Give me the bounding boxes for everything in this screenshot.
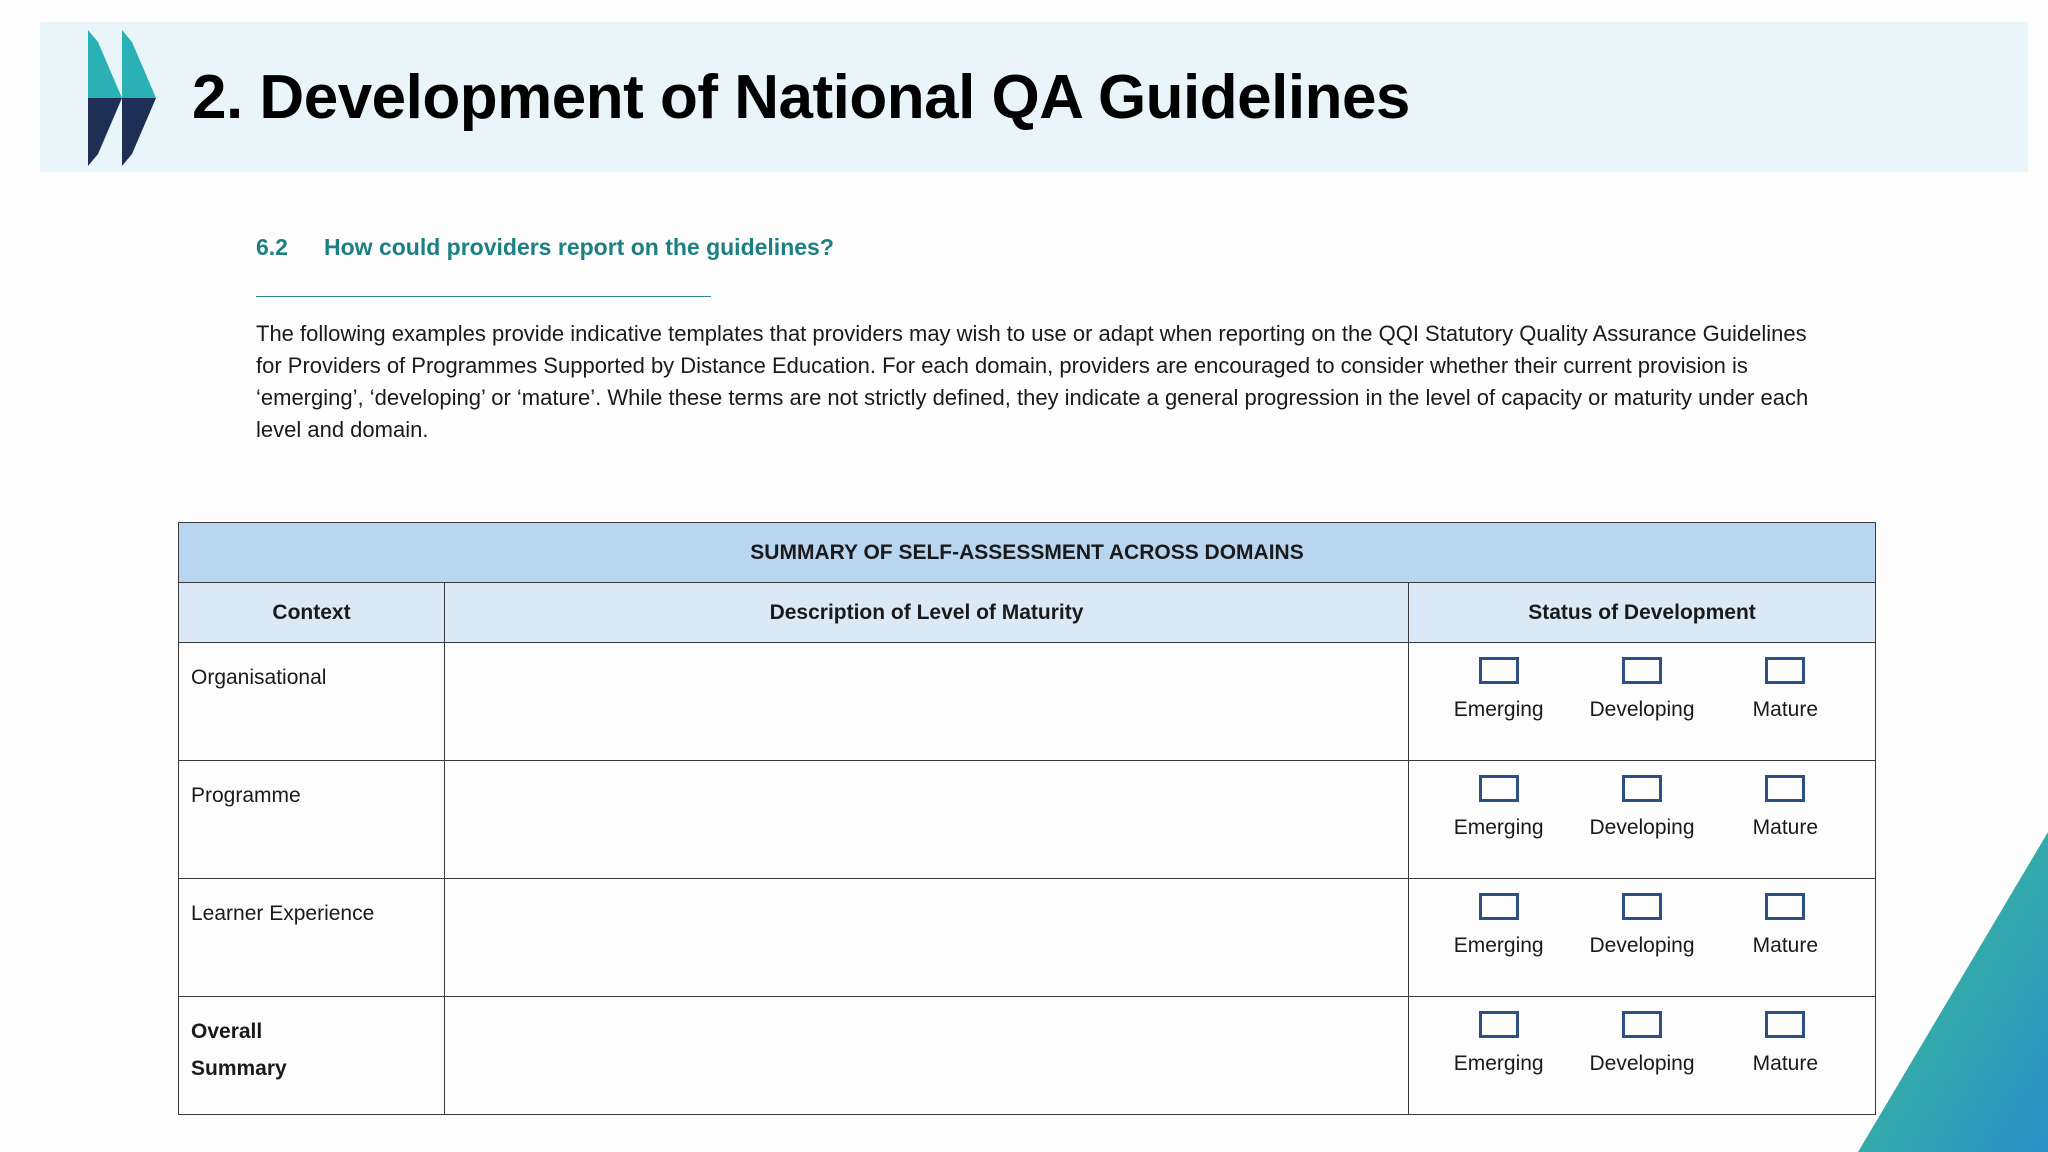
developing-checkbox[interactable]: [1622, 1011, 1662, 1038]
context-cell: [179, 997, 445, 1115]
status-option-developing: [1577, 775, 1707, 840]
corner-decoration: [1858, 832, 2048, 1152]
logo-chevron-teal-right: [122, 30, 156, 98]
option-label: Emerging: [1453, 698, 1544, 721]
table-row-programme: [179, 761, 1876, 879]
context-line: Overall: [191, 1020, 263, 1043]
status-cell: [1409, 879, 1876, 997]
description-cell[interactable]: [445, 761, 1409, 879]
mature-checkbox[interactable]: [1765, 1011, 1805, 1038]
emerging-checkbox[interactable]: [1479, 657, 1519, 684]
status-option-developing: [1577, 657, 1707, 722]
status-option-emerging: [1434, 657, 1564, 722]
slide-title: 2. Development of National QA Guidelines: [192, 63, 1410, 132]
status-option-mature: [1720, 657, 1850, 722]
table-row-learner-experience: [179, 879, 1876, 997]
status-cell: [1409, 997, 1876, 1115]
corner-triangle: [1858, 832, 2048, 1152]
status-option-mature: [1720, 775, 1850, 840]
self-assessment-table: [178, 522, 1876, 1115]
section-heading-text: How could providers report on the guidelines?: [324, 234, 834, 260]
status-option-emerging: [1434, 1011, 1564, 1076]
description-header: Description of Level of Maturity: [445, 583, 1409, 643]
status-option-mature: [1720, 1011, 1850, 1076]
logo-chevron-navy-right: [122, 98, 156, 166]
status-header: Status of Development: [1409, 583, 1876, 643]
table-title-row: [179, 523, 1876, 583]
intro-paragraph: The following examples provide indicative templates that providers may wish to use or adapt when reporting on the QQI Statutory Quality Assurance Guidelines for Providers of Programmes Supported by Distance Education. For each domain, providers are encouraged to consider whether their current provision is ‘emerging’, ‘developing’ or ‘mature’. While these terms are not strictly defined, they indicate a general progression in the level of capacity or maturity under each level and domain.: [256, 321, 1809, 442]
status-cell: [1409, 761, 1876, 879]
mature-checkbox[interactable]: [1765, 775, 1805, 802]
option-label: Developing: [1589, 934, 1695, 957]
status-option-developing: [1577, 1011, 1707, 1076]
section-heading: [256, 234, 834, 261]
table-header-row: [179, 583, 1876, 643]
option-label: Emerging: [1453, 1052, 1544, 1075]
option-label: Mature: [1752, 934, 1819, 957]
self-assessment-table-container: [178, 522, 1875, 1115]
oecd-chevron-logo: [86, 30, 158, 166]
table-title: SUMMARY OF SELF-ASSESSMENT ACROSS DOMAINS: [179, 523, 1876, 583]
table-row-overall-summary: [179, 997, 1876, 1115]
option-label: Developing: [1589, 1052, 1695, 1075]
mature-checkbox[interactable]: [1765, 657, 1805, 684]
status-option-mature: [1720, 893, 1850, 958]
option-label: Emerging: [1453, 816, 1544, 839]
status-cell: [1409, 643, 1876, 761]
context-cell: Organisational: [179, 643, 445, 761]
heading-divider: [256, 296, 711, 297]
description-cell[interactable]: [445, 997, 1409, 1115]
developing-checkbox[interactable]: [1622, 775, 1662, 802]
description-cell[interactable]: [445, 643, 1409, 761]
emerging-checkbox[interactable]: [1479, 893, 1519, 920]
status-option-emerging: [1434, 893, 1564, 958]
logo-chevron-teal-left: [88, 30, 122, 98]
table-row-organisational: [179, 643, 1876, 761]
context-header: Context: [179, 583, 445, 643]
option-label: Mature: [1752, 816, 1819, 839]
mature-checkbox[interactable]: [1765, 893, 1805, 920]
option-label: Mature: [1752, 698, 1819, 721]
option-label: Mature: [1752, 1052, 1819, 1075]
context-cell: Programme: [179, 761, 445, 879]
option-label: Emerging: [1453, 934, 1544, 957]
context-cell: Learner Experience: [179, 879, 445, 997]
status-option-emerging: [1434, 775, 1564, 840]
developing-checkbox[interactable]: [1622, 893, 1662, 920]
option-label: Developing: [1589, 698, 1695, 721]
option-label: Developing: [1589, 816, 1695, 839]
section-number: 6.2: [256, 234, 288, 260]
emerging-checkbox[interactable]: [1479, 1011, 1519, 1038]
emerging-checkbox[interactable]: [1479, 775, 1519, 802]
status-option-developing: [1577, 893, 1707, 958]
context-line: Summary: [191, 1057, 287, 1080]
developing-checkbox[interactable]: [1622, 657, 1662, 684]
logo-chevron-navy-left: [88, 98, 122, 166]
description-cell[interactable]: [445, 879, 1409, 997]
